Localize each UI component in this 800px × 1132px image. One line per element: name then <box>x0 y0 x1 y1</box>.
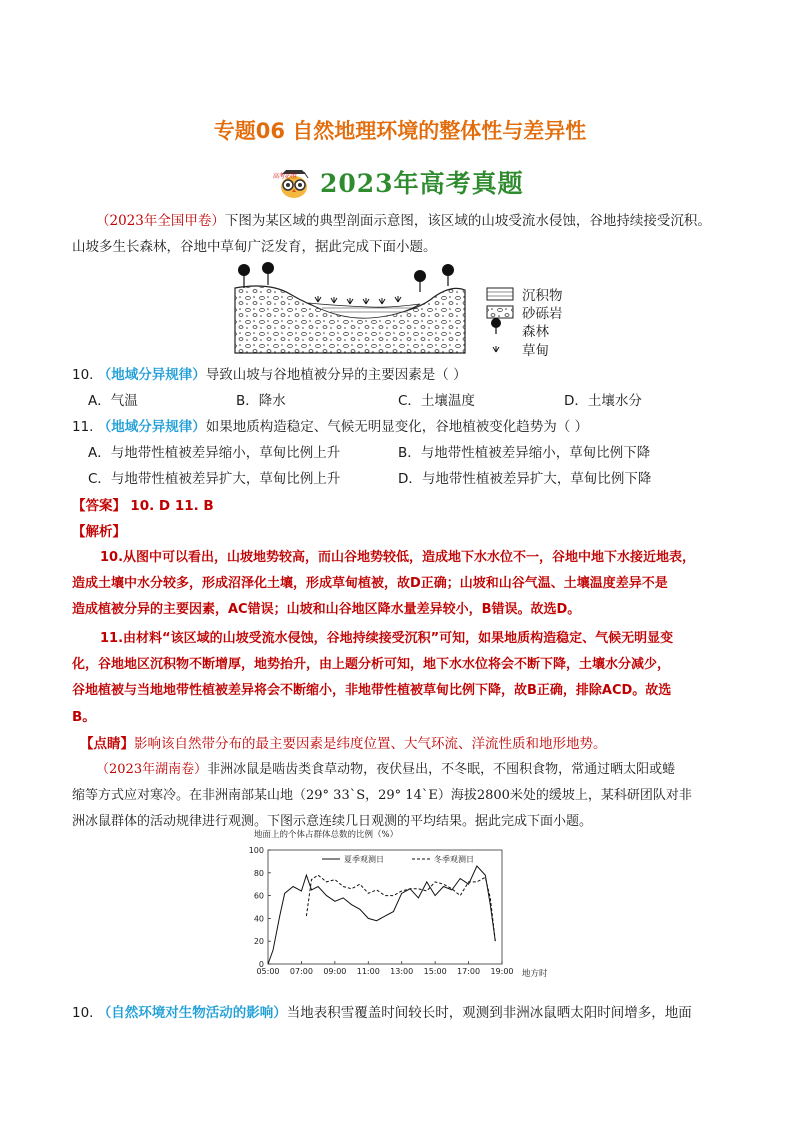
chart-y-tick-label: 0 <box>258 960 264 969</box>
q11-option-b: B．与地带性植被差异缩小，草甸比例下降 <box>398 445 651 461</box>
chart-x-tick-label: 07:00 <box>289 967 313 976</box>
analysis-11-line2: 化，谷地地区沉积物不断增厚，地势抬升，由上题分析可知，地下水水位将会不断下降，土壤水分减少， <box>72 657 671 672</box>
q1-source: （2023年全国甲卷） <box>96 213 225 229</box>
q2-stem-text1: 非洲冰鼠是啮齿类食草动物，夜伏昼出，不冬眠，不囤积食物，常通过晒太阳或蜷 <box>207 762 676 777</box>
q11-stem <box>72 414 772 440</box>
analysis-11-line3: 谷地植被与当地地带性植被差异将会不断缩小，非地带性植被草甸比例下降，故B正确，排除ACD。故选 <box>72 683 672 698</box>
chart-y-tick-label: 100 <box>248 846 264 855</box>
chart-legend-label: 夏季观测日 <box>344 855 384 864</box>
q1-stem-line2: 山坡多生长森林，谷地中草甸广泛发育，据此完成下面小题。 <box>72 239 437 255</box>
answer-text: 10. D 11. B <box>130 498 214 514</box>
legend-forest: 森林 <box>522 324 549 340</box>
analysis-11-line4: B。 <box>72 709 96 725</box>
note-line <box>80 731 780 757</box>
owl-mascot-icon <box>272 164 316 200</box>
q11-stem-text: 如果地质构造稳定、气候无明显变化，谷地植被变化趋势为（ ） <box>205 419 589 435</box>
q2-stem-line3: 洲冰鼠群体的活动规律进行观测。下图示意连续几日观测的平均结果。据此完成下面小题。 <box>72 814 593 829</box>
note-text: 影响该自然带分布的最主要因素是纬度位置、大气环流、洋流性质和地形地势。 <box>134 736 607 752</box>
page-title: 专题06 自然地理环境的整体性与差异性 <box>213 119 587 143</box>
chart-legend-label: 冬季观测日 <box>434 855 474 864</box>
chart-series-line-1 <box>268 866 495 964</box>
q10-option-a: A．气温 <box>88 393 138 409</box>
q10-stem-text: 导致山坡与谷地植被分异的主要因素是（ ） <box>205 367 467 383</box>
answer-label: 【答案】 <box>72 498 126 514</box>
answer-line <box>72 493 214 519</box>
legend-sediment: 沉积物 <box>522 288 563 304</box>
banner-title: 2023年高考真题 <box>320 169 524 198</box>
q2-source: （2023年湖南卷） <box>96 762 208 777</box>
q10-option-d: D．土壤水分 <box>564 393 642 409</box>
chart-x-tick-label: 15:00 <box>423 967 447 976</box>
q11-option-d: D．与地带性植被差异扩大，草甸比例下降 <box>398 471 652 487</box>
q10b-stem <box>72 1000 792 1026</box>
q10-option-b: B．降水 <box>236 393 286 409</box>
q11-number: 11. <box>72 419 94 435</box>
chart-series-line-2 <box>306 875 495 941</box>
q10-tag: （地域分异规律） <box>97 367 206 383</box>
chart-y-tick-label: 60 <box>253 891 264 901</box>
activity-line-chart <box>232 826 572 986</box>
q11-tag: （地域分异规律） <box>97 419 206 435</box>
banner <box>268 162 538 202</box>
q10b-number: 10. <box>72 1005 94 1021</box>
chart-y-tick-label: 20 <box>253 937 264 947</box>
note-label: 【点睛】 <box>80 736 134 752</box>
analysis-10-line3: 造成植被分异的主要因素，AC错误；山坡和山谷地区降水量差异较小，B错误。故选D。 <box>72 602 581 617</box>
chart-x-tick-label: 09:00 <box>323 967 347 976</box>
legend-gravel-rock: 砂砾岩 <box>522 306 563 322</box>
chart-x-tick-label: 11:00 <box>356 967 380 976</box>
q1-stem-text1: 下图为某区域的典型剖面示意图，该区域的山坡受流水侵蚀，谷地持续接受沉积。 <box>224 213 711 229</box>
q11-option-a: A．与地带性植被差异缩小，草甸比例上升 <box>88 445 341 461</box>
chart-y-tick-label: 40 <box>253 914 264 924</box>
forest-right <box>414 264 454 292</box>
analysis-label: 【解析】 <box>72 524 126 540</box>
q2-stem-line1 <box>96 757 786 783</box>
chart-x-axis-label: 地方时 <box>522 969 548 979</box>
legend-meadow: 草甸 <box>522 343 549 359</box>
q11-option-c: C．与地带性植被差异扩大，草甸比例上升 <box>88 471 341 487</box>
q2-stem-line2: 缩等方式应对寒冷。在非洲南部某山地（29° 33`S，29° 14`E）海拔2800米处的缓坡上，某科研团队对非 <box>72 788 692 803</box>
analysis-11-line1: 11.由材料“该区域的山坡受流水侵蚀，谷地持续接受沉积”可知，如果地质构造稳定、气候无明显变 <box>100 631 674 646</box>
q10b-tag: （自然环境对生物活动的影响） <box>97 1005 287 1021</box>
owl-caption: 高考必胜 <box>273 173 298 180</box>
q10-option-c: C．土壤温度 <box>398 393 475 409</box>
chart-x-tick-label: 05:00 <box>256 967 280 976</box>
chart-plot-frame <box>268 850 502 964</box>
chart-title: 地面上的个体占群体总数的比例（%） <box>254 830 399 840</box>
q10-stem <box>72 362 772 388</box>
q1-stem-line1 <box>96 208 776 234</box>
forest-left <box>238 262 274 288</box>
q10-number: 10. <box>72 367 94 383</box>
chart-x-tick-label: 17:00 <box>457 967 481 976</box>
meadow-grass <box>315 296 401 304</box>
q10b-stem-text: 当地表积雪覆盖时间较长时，观测到非洲冰鼠晒太阳时间增多，地面 <box>286 1005 692 1021</box>
chart-y-tick-label: 80 <box>253 868 264 878</box>
chart-x-tick-label: 19:00 <box>490 967 514 976</box>
analysis-10-line2: 造成土壤中水分较多，形成沼泽化土壤，形成草甸植被，故D正确；山坡和山谷气温、土壤温度差异不是 <box>72 576 668 591</box>
analysis-10-line1: 10.从图中可以看出，山坡地势较高，而山谷地势较低，造成地下水水位不一，谷地中地下水接近地表， <box>100 550 696 565</box>
chart-x-tick-label: 13:00 <box>390 967 414 976</box>
